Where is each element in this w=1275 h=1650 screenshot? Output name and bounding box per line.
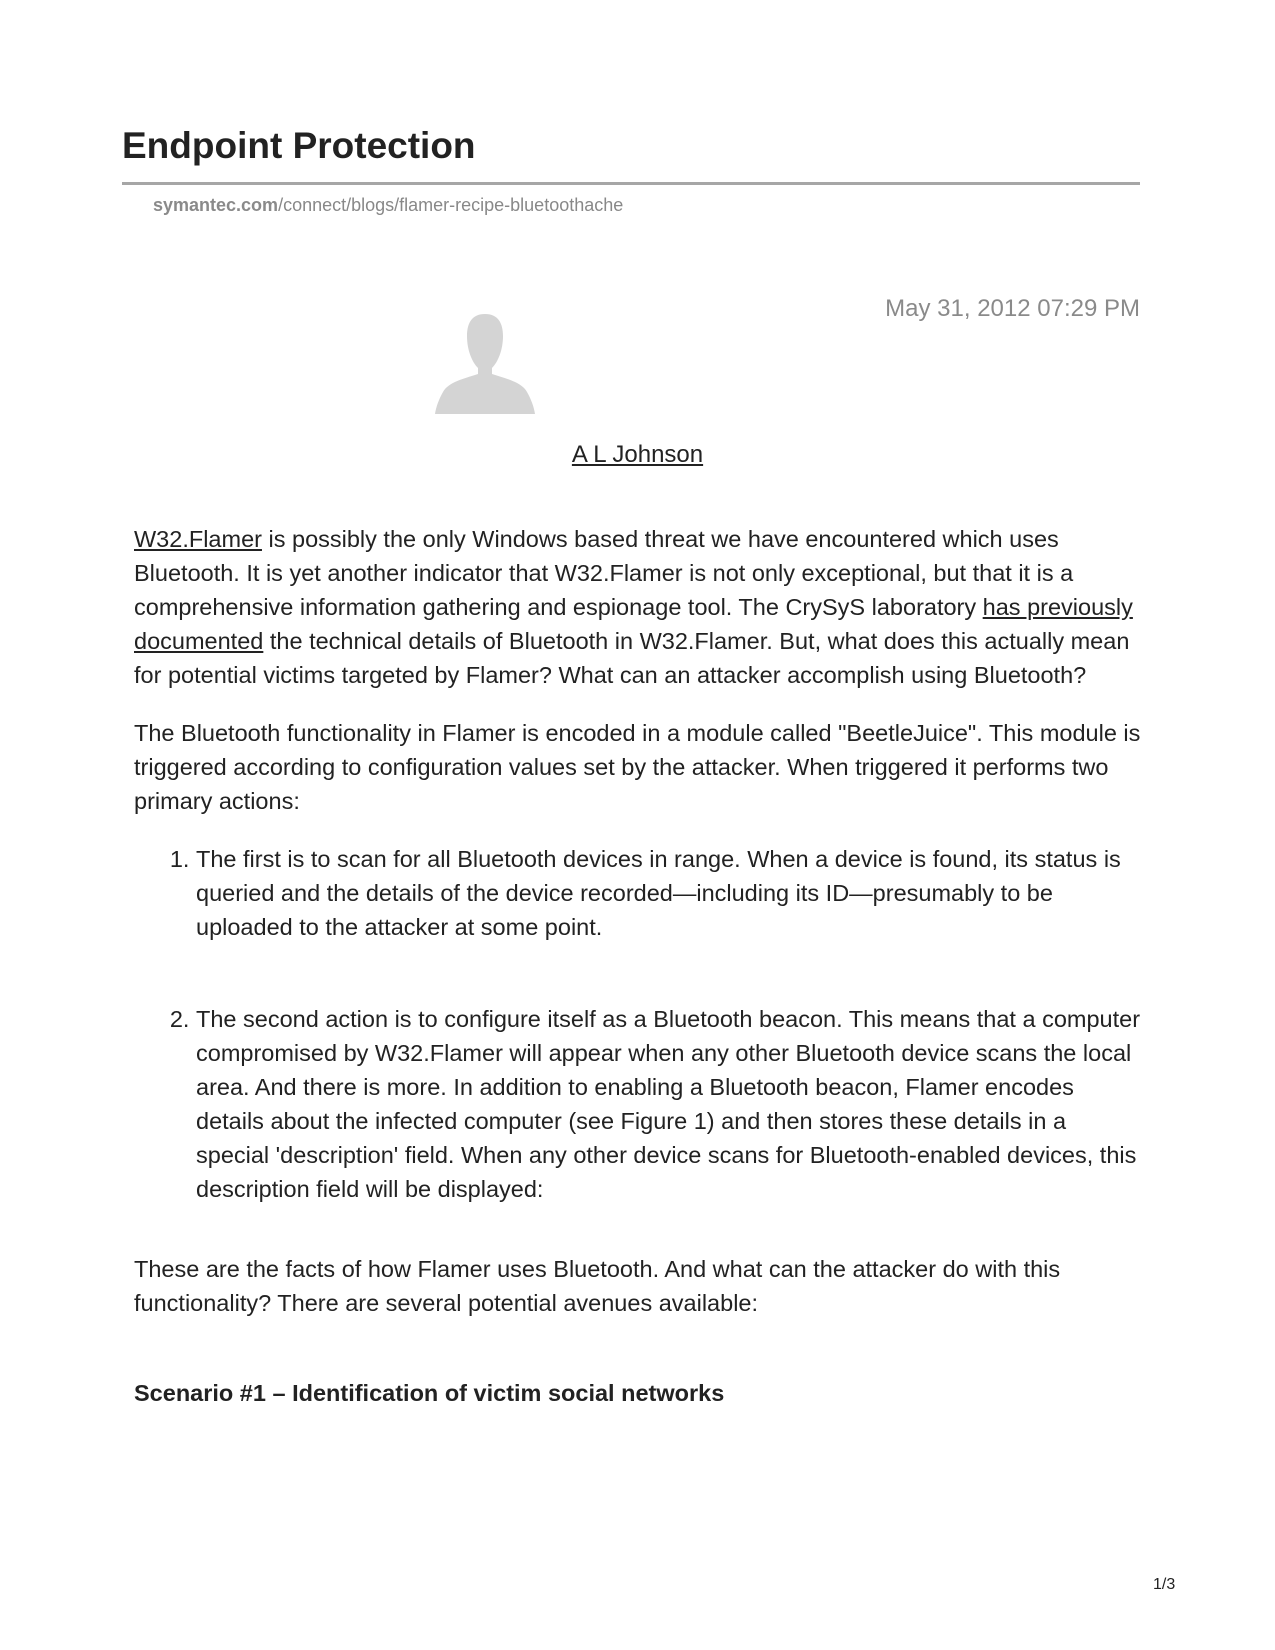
beetlejuice-paragraph: The Bluetooth functionality in Flamer is encoded in a module called "BeetleJuice". This module is triggered according to configuration values set by the attacker. When triggered it performs two primary actions: — [134, 720, 1141, 814]
source-url-domain: symantec.com — [153, 195, 279, 215]
user-silhouette-icon — [432, 310, 538, 416]
w32-flamer-link[interactable]: W32.Flamer — [134, 526, 262, 552]
avenues-paragraph: These are the facts of how Flamer uses Bluetooth. And what can the attacker do with this functionality? There are several potential avenues available: — [134, 1256, 1061, 1316]
post-date: May 31, 2012 07:29 PM — [885, 295, 1140, 322]
header-divider — [122, 182, 1140, 185]
author-link[interactable]: A L Johnson — [571, 441, 704, 468]
list-item: 1. The first is to scan for all Bluetooth devices in range. When a device is found, its status is queried and the details of the device recorded—including its ID—presumably to be uploaded to the attacker at some point. — [196, 842, 1144, 944]
source-url — [153, 195, 623, 216]
intro-paragraph — [134, 522, 1144, 692]
intro-text-1: is possibly the only Windows based threat we have encountered which uses Bluetooth. It is yet another indicator that W32.Flamer is not only exceptional, but that it is a comprehensive information gathering and espionage tool. The CrySyS laboratory — [134, 526, 1074, 620]
list-item: 2. The second action is to configure itself as a Bluetooth beacon. This means that a computer compromised by W32.Flamer will appear when any other Bluetooth device scans the local area. And there is more. In addition to enabling a Bluetooth beacon, Flamer encodes details about the infected computer (see Figure 1) and then stores these details in a special 'description' field. When any other device scans for Bluetooth-enabled devices, this description field will be displayed: — [196, 1002, 1144, 1206]
article-body — [134, 522, 1144, 1410]
site-title: Endpoint Protection — [122, 125, 476, 166]
source-url-path: /connect/blogs/flamer-recipe-bluetoothache — [278, 195, 624, 215]
intro-text-2: the technical details of Bluetooth in W32.Flamer. But, what does this actually mean for potential victims targeted by Flamer? What can an attacker accomplish using Bluetooth? — [134, 628, 1130, 688]
scenario-heading: Scenario #1 – Identification of victim social networks — [134, 1380, 725, 1406]
actions-list — [134, 842, 1144, 1206]
previously-documented-link[interactable]: has previously documented — [134, 594, 1133, 654]
page-number: 1/3 — [1153, 1576, 1176, 1593]
page-header — [122, 124, 1140, 168]
